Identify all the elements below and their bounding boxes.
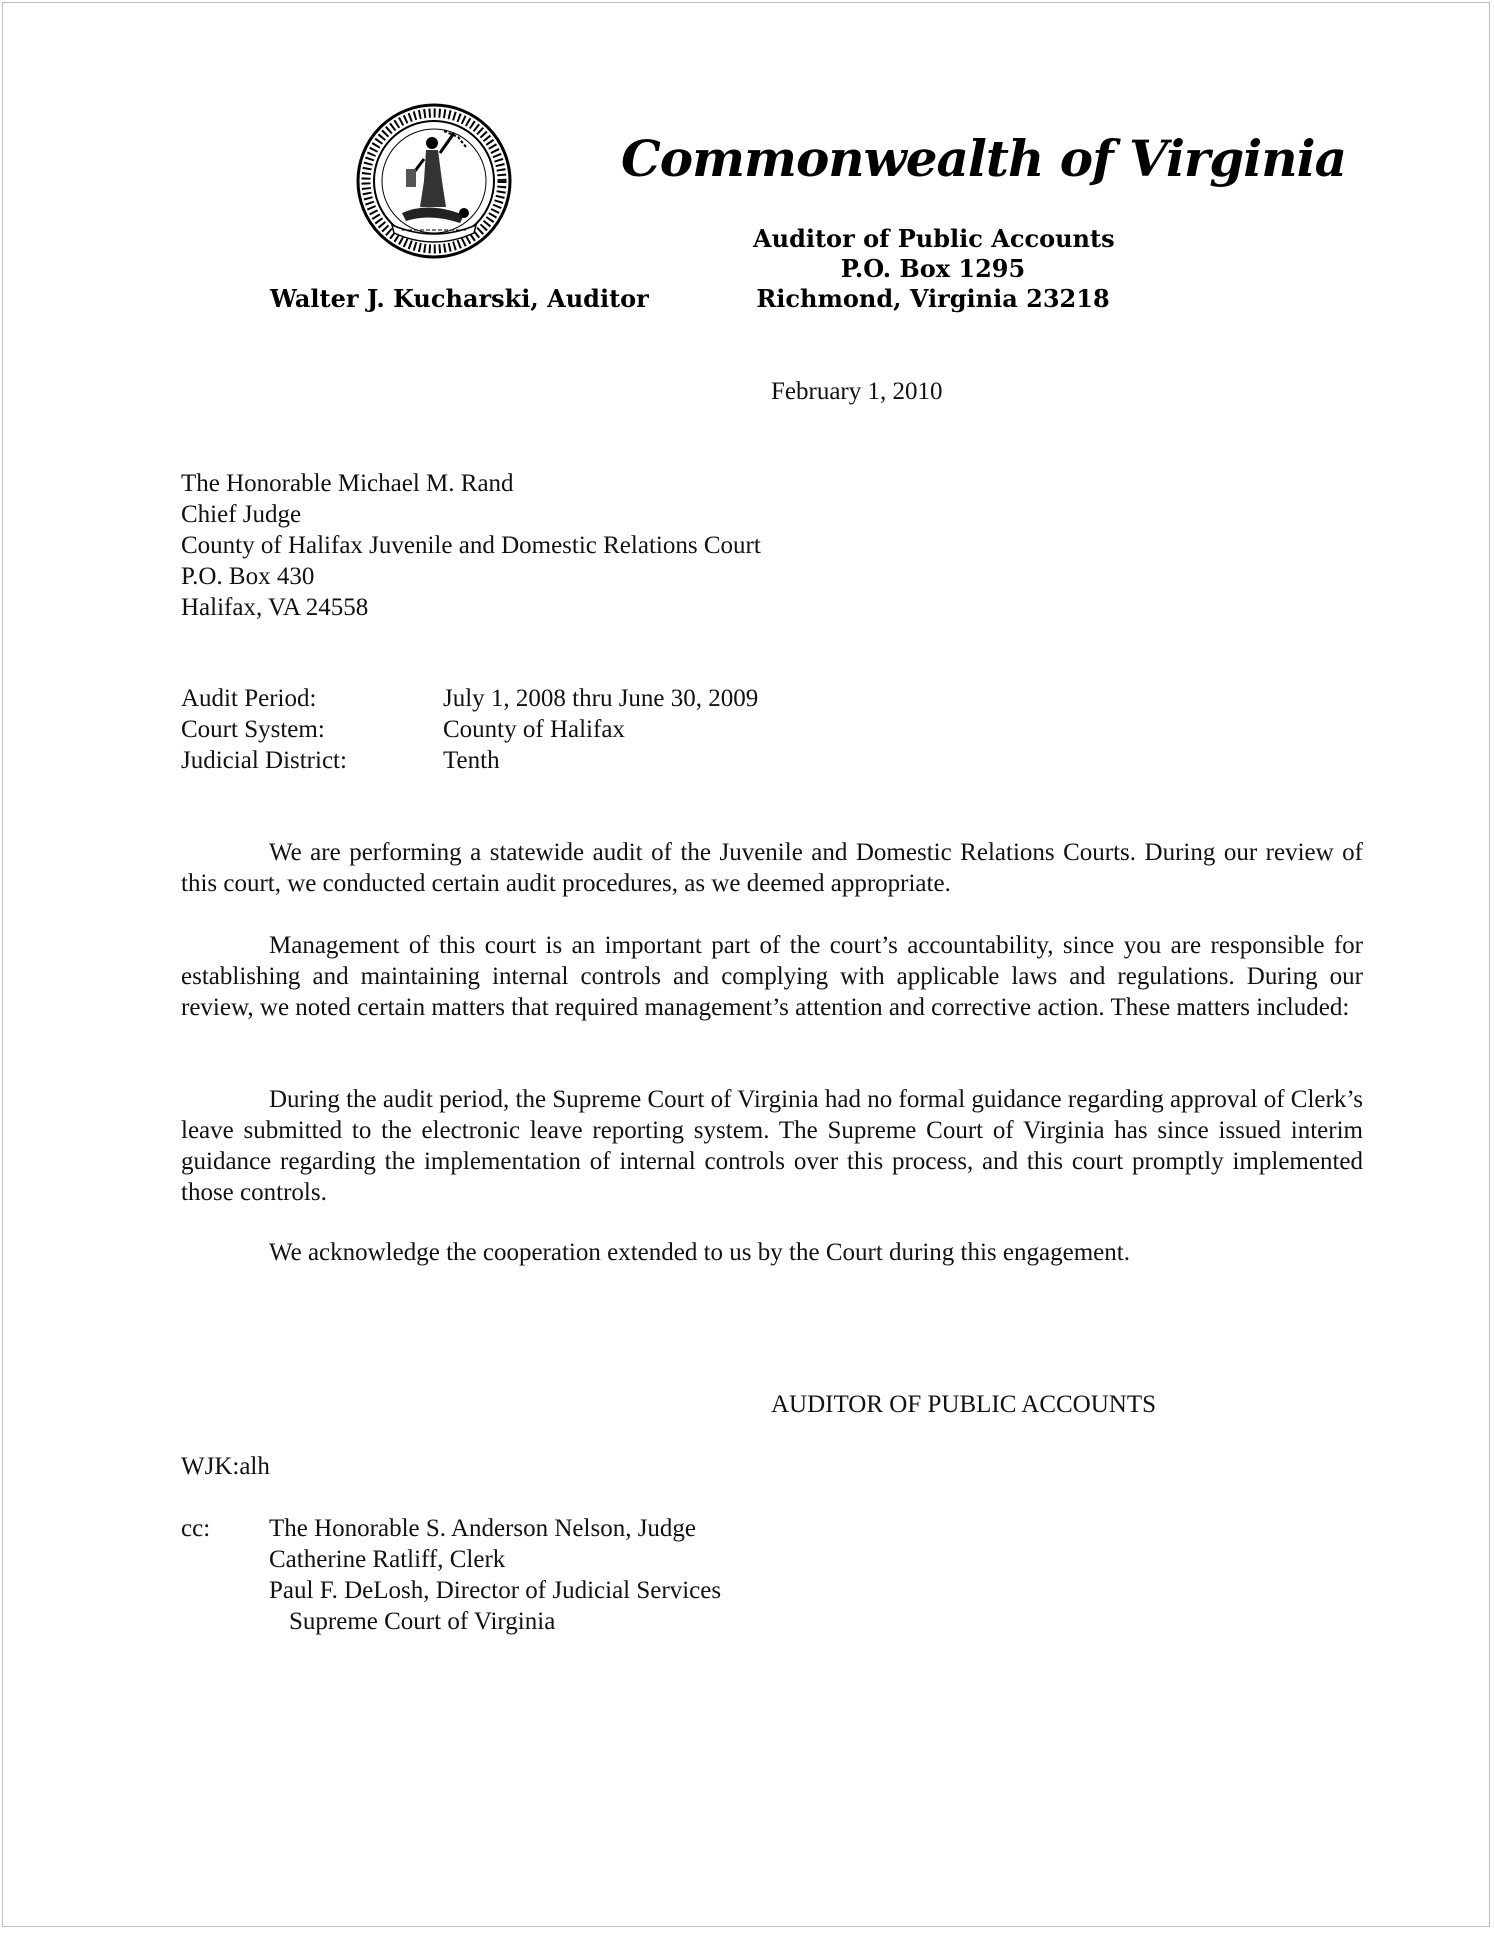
audit-info-label: Court System: bbox=[181, 716, 325, 743]
recipient-line: Halifax, VA 24558 bbox=[181, 594, 369, 621]
cc-row bbox=[181, 1606, 721, 1637]
recipient-line: P.O. Box 430 bbox=[181, 563, 315, 590]
letterhead-title: Commonwealth of Virginia bbox=[621, 129, 1346, 188]
audit-info-row bbox=[181, 714, 758, 745]
paragraph-text: During the audit period, the Supreme Court of Virginia had no formal guidance regarding approval of Clerk’s leave submitted to the electronic leave reporting system. The Supreme Court of Virginia has since issued interim guidance regarding the implementation of internal controls over this process, and this court promptly implemented those controls. bbox=[181, 1086, 1363, 1206]
cc-line: Supreme Court of Virginia bbox=[289, 1608, 556, 1635]
letter-page bbox=[2, 2, 1490, 1927]
letter-date: February 1, 2010 bbox=[771, 378, 943, 405]
body-paragraph bbox=[181, 1237, 1363, 1268]
reference-initials: WJK:alh bbox=[181, 1453, 270, 1480]
body-paragraph bbox=[181, 1084, 1363, 1208]
signature-block: AUDITOR OF PUBLIC ACCOUNTS bbox=[771, 1391, 1157, 1418]
paragraph-text: We are performing a statewide audit of the Juvenile and Domestic Relations Courts. During our review of this court, we conducted certain audit procedures, as we deemed appropriate. bbox=[181, 839, 1363, 897]
audit-info-value: County of Halifax bbox=[443, 716, 625, 743]
audit-info bbox=[181, 683, 758, 776]
office-po-box: P.O. Box 1295 bbox=[840, 254, 1026, 283]
auditor-name: Walter J. Kucharski, Auditor bbox=[270, 284, 649, 313]
paragraph-text: Management of this court is an important part of the court’s accountability, since you are responsible for establishing and maintaining internal controls and complying with applicable laws and regulations. During our review, we noted certain matters that required management’s attention and corrective action. These matters included: bbox=[181, 932, 1363, 1021]
cc-row bbox=[181, 1544, 721, 1575]
cc-row bbox=[181, 1575, 721, 1606]
office-name: Auditor of Public Accounts bbox=[753, 224, 1115, 253]
office-address bbox=[753, 224, 1113, 314]
recipient-address bbox=[181, 468, 761, 623]
cc-line: Paul F. DeLosh, Director of Judicial Services bbox=[269, 1577, 722, 1604]
body-paragraph bbox=[181, 930, 1363, 1023]
cc-label: cc: bbox=[181, 1515, 211, 1542]
cc-line: The Honorable S. Anderson Nelson, Judge bbox=[269, 1515, 697, 1542]
recipient-line: Chief Judge bbox=[181, 501, 302, 528]
virginia-seal-icon bbox=[356, 103, 512, 259]
cc-line: Catherine Ratliff, Clerk bbox=[269, 1546, 506, 1573]
audit-info-label: Judicial District: bbox=[181, 747, 347, 774]
office-city: Richmond, Virginia 23218 bbox=[756, 284, 1110, 313]
recipient-line: County of Halifax Juvenile and Domestic Relations Court bbox=[181, 532, 761, 559]
audit-info-value: July 1, 2008 thru June 30, 2009 bbox=[443, 685, 759, 712]
audit-info-row bbox=[181, 683, 758, 714]
audit-info-row bbox=[181, 745, 758, 776]
cc-list bbox=[181, 1513, 721, 1637]
audit-info-label: Audit Period: bbox=[181, 685, 317, 712]
paragraph-text: We acknowledge the cooperation extended to us by the Court during this engagement. bbox=[269, 1239, 1130, 1266]
body-paragraph bbox=[181, 837, 1363, 899]
cc-row bbox=[181, 1513, 721, 1544]
audit-info-value: Tenth bbox=[443, 747, 500, 774]
recipient-line: The Honorable Michael M. Rand bbox=[181, 470, 514, 497]
